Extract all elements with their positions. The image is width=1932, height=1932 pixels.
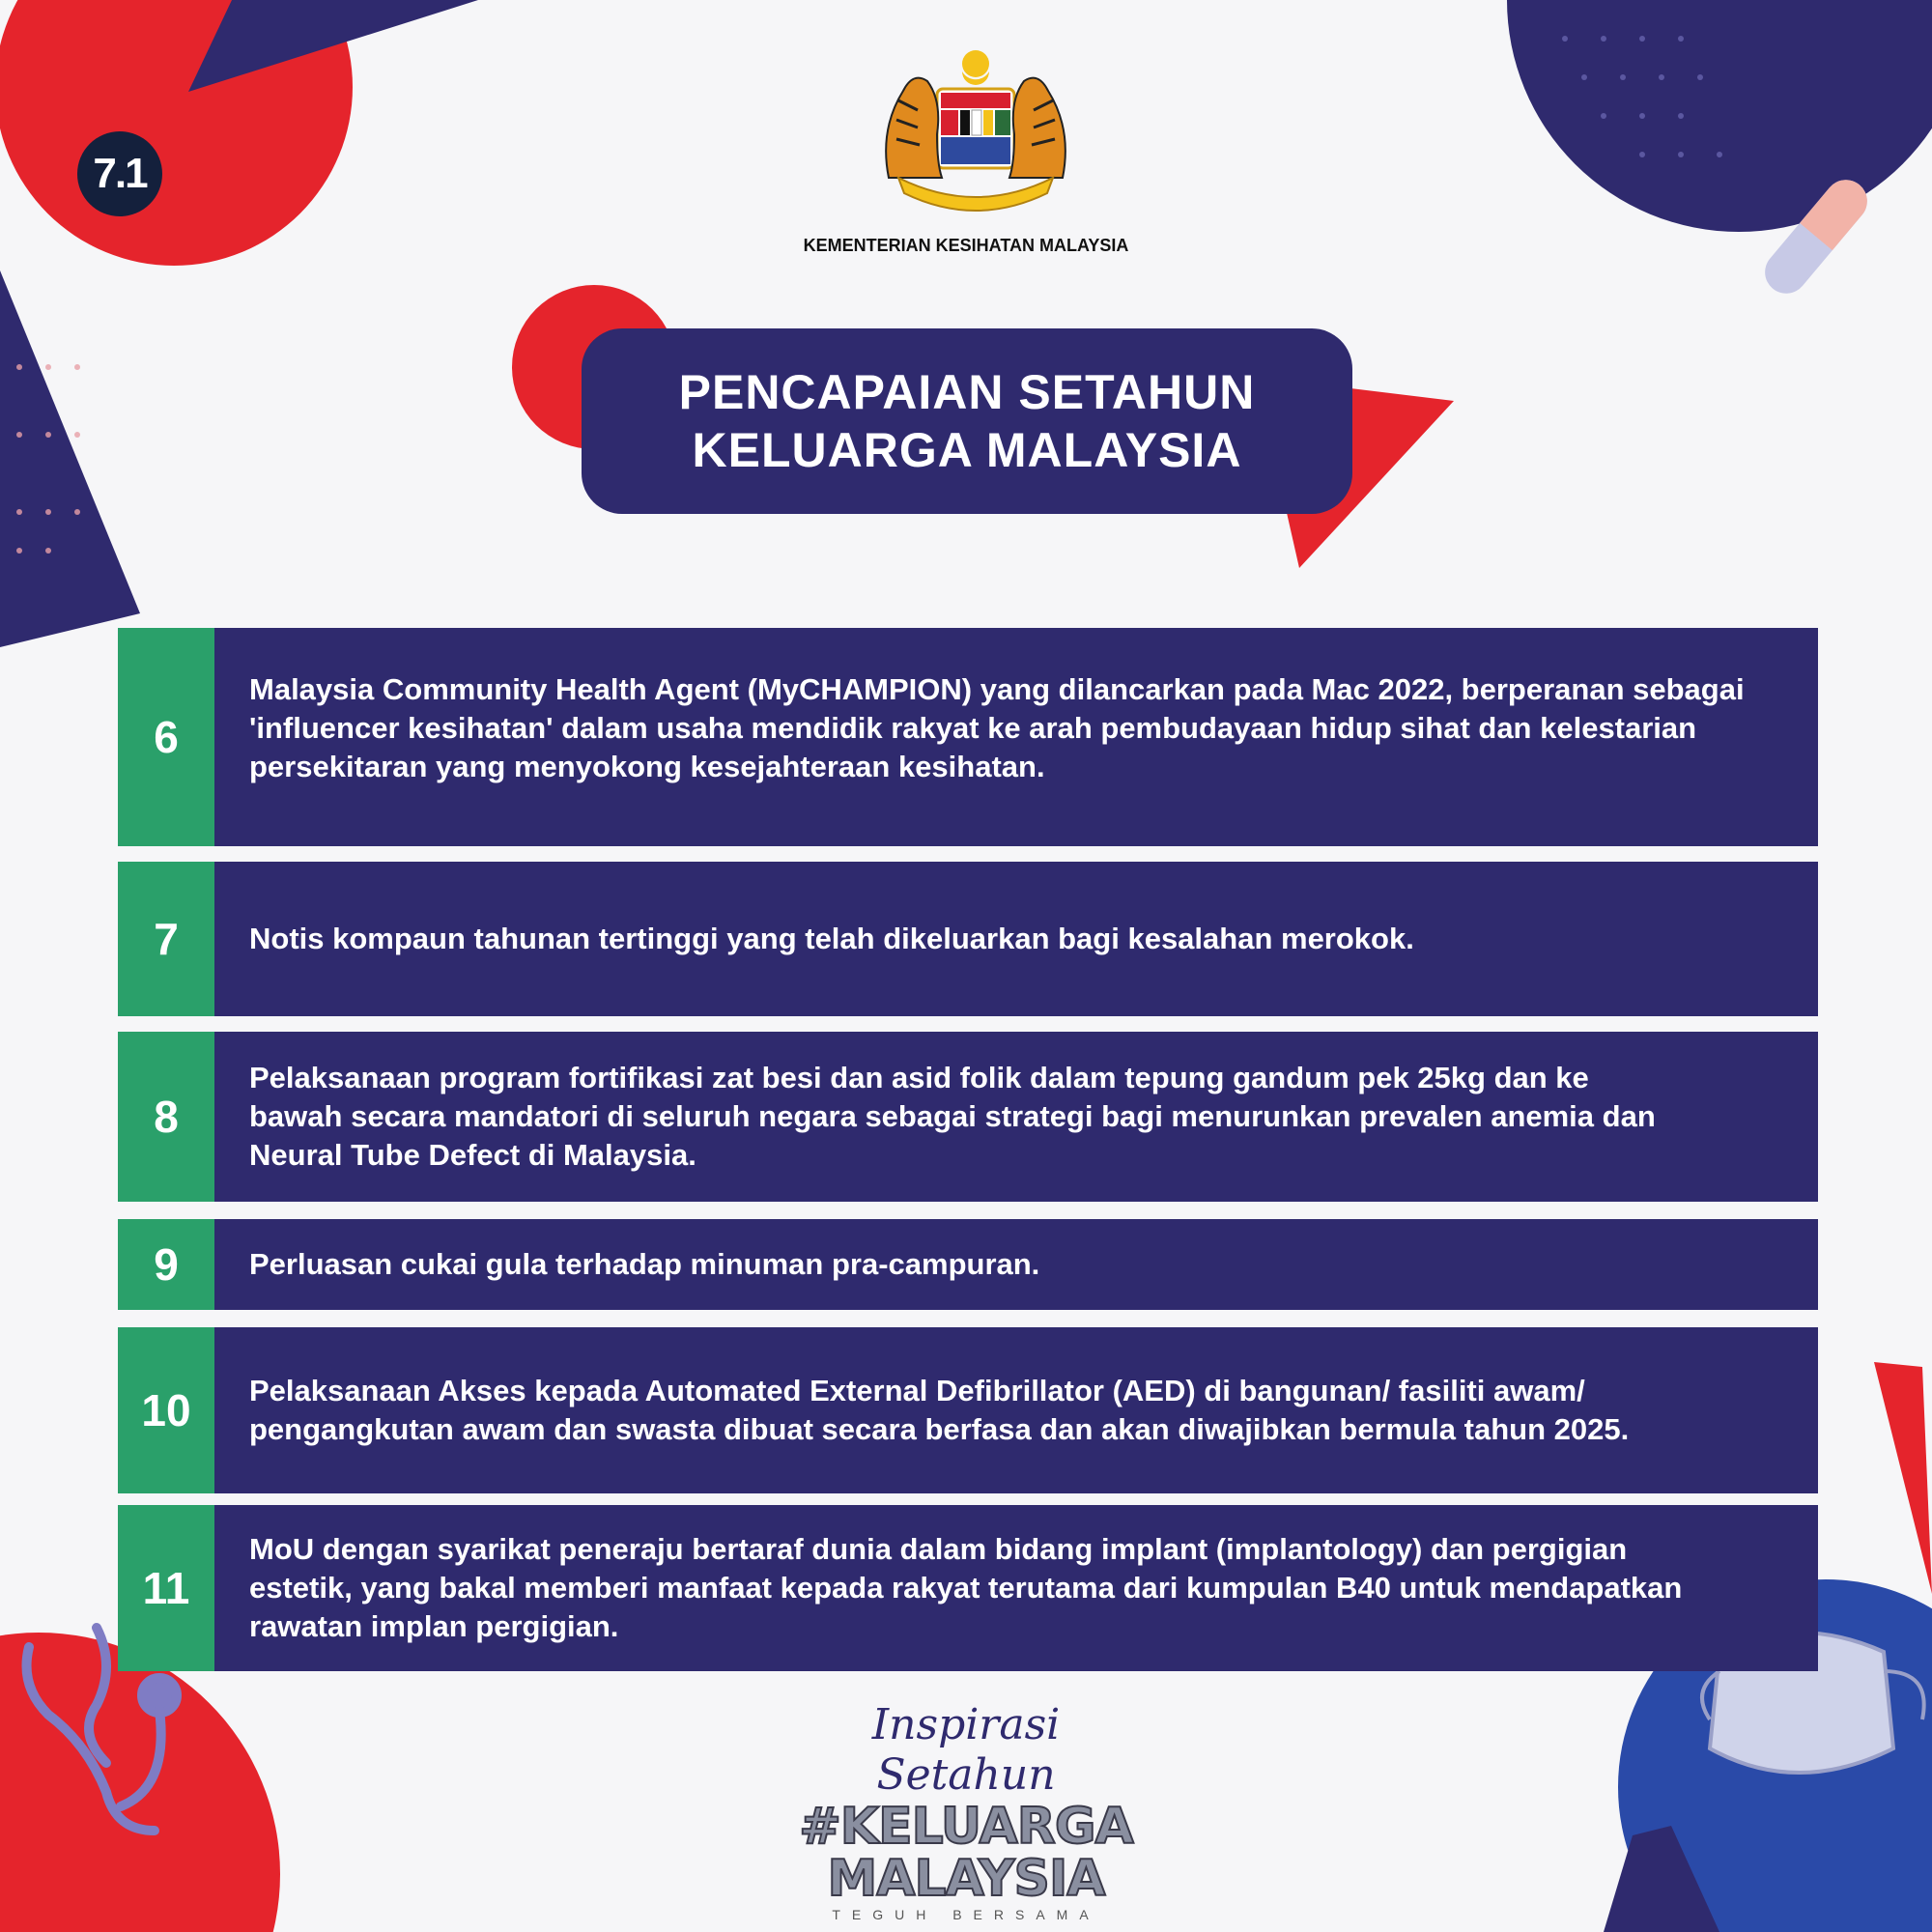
campaign-hashtag-line-1: #KELUARGA xyxy=(799,1798,1133,1856)
item-text: Perluasan cukai gula terhadap minuman pra-campuran. xyxy=(249,1247,1040,1281)
navy-circle-top-right xyxy=(1507,0,1932,232)
list-item xyxy=(118,1219,1818,1310)
item-number: 10 xyxy=(118,1327,214,1493)
item-text: MoU dengan syarikat peneraju bertaraf dunia dalam bidang implant (implantology) dan pergigian estetik, yang bakal memberi manfaat kepada rakyat terutama dari kumpulan B40 untuk mendapatkan rawatan implan pergigian. xyxy=(249,1532,1683,1643)
campaign-logo xyxy=(792,1700,1140,1922)
list-item xyxy=(118,1505,1818,1671)
ministry-name: KEMENTERIAN KESIHATAN MALAYSIA xyxy=(803,236,1129,255)
title-line-1: PENCAPAIAN SETAHUN xyxy=(678,365,1256,419)
item-text: Notis kompaun tahunan tertinggi yang telah dikeluarkan bagi kesalahan merokok. xyxy=(249,922,1414,955)
list-item xyxy=(118,862,1818,1016)
page-number-badge: 7.1 xyxy=(77,131,162,216)
sun-icon xyxy=(962,50,989,85)
title-line-2: KELUARGA MALAYSIA xyxy=(692,423,1242,477)
red-strip-right xyxy=(1874,1362,1932,1594)
tiger-left-icon xyxy=(886,78,942,178)
page-title xyxy=(582,328,1352,514)
item-number: 11 xyxy=(118,1505,214,1671)
red-circle-bottom-left xyxy=(0,1633,280,1932)
item-text: Malaysia Community Health Agent (MyCHAMPION) yang dilancarkan pada Mac 2022, berperanan sebagai 'influencer kesihatan' dalam usaha mendidik rakyat ke arah pembudayaan hidup sihat dan kelestarian persekitaran yang menyokong kesejahteraan kesihatan. xyxy=(249,672,1745,783)
item-text: Pelaksanaan Akses kepada Automated External Defibrillator (AED) di bangunan/ fasiliti awam/ pengangkutan awam dan swasta dibuat secara berfasa dan akan diwajibkan bermula tahun 2025. xyxy=(249,1374,1630,1446)
campaign-hashtag-line-2: MALAYSIA xyxy=(827,1850,1105,1908)
item-number: 9 xyxy=(118,1219,214,1310)
list-item xyxy=(118,1327,1818,1493)
tiger-right-icon xyxy=(1009,78,1065,178)
malaysia-crest-logo xyxy=(869,43,1082,216)
navy-triangle-left xyxy=(0,270,140,647)
list-item xyxy=(118,1032,1818,1202)
campaign-tagline: TEGUH BERSAMA xyxy=(832,1907,1100,1922)
item-number: 6 xyxy=(118,628,214,846)
item-number: 8 xyxy=(118,1032,214,1202)
item-number: 7 xyxy=(118,862,214,1016)
list-item xyxy=(118,628,1818,846)
item-text: Pelaksanaan program fortifikasi zat besi dan asid folik dalam tepung gandum pek 25kg dan ke bawah secara mandatori di seluruh negara sebagai strategi bagi menurunkan prevalen anemia dan Neural Tube Defect di Malaysia. xyxy=(249,1061,1656,1172)
campaign-script-line: Inspirasi Setahun xyxy=(871,1700,1061,1800)
